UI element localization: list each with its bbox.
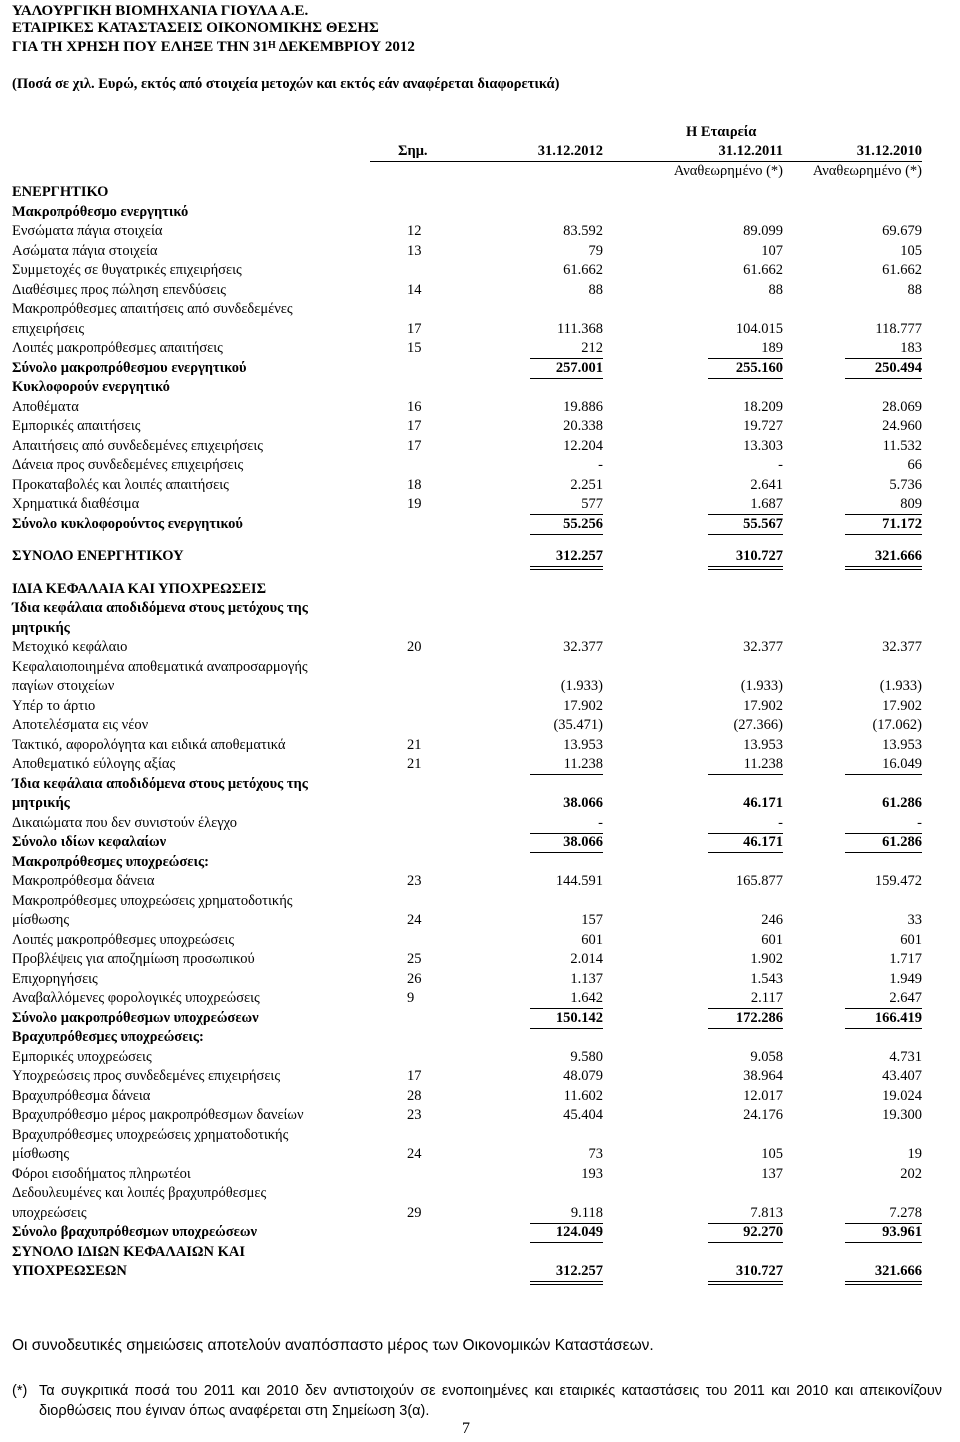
row-value-2010: 2.647 bbox=[889, 990, 922, 1006]
row-value-2011: 13.303 bbox=[743, 437, 783, 454]
row-value-2011: 7.813 bbox=[750, 1204, 783, 1221]
row-value-2012: 38.066 bbox=[563, 834, 603, 850]
row-label: ΣΥΝΟΛΟ ΙΔΙΩΝ ΚΕΦΑΛΑΙΩΝ ΚΑΙ bbox=[12, 1243, 245, 1260]
row-value-2012: 212 bbox=[581, 340, 603, 356]
table-row bbox=[0, 1263, 960, 1283]
row-value-2010: 321.666 bbox=[874, 548, 922, 564]
row-label: Ίδια κεφάλαια αποδιδόμενα στους μετόχους της bbox=[12, 600, 308, 616]
row-value-2010: 61.662 bbox=[882, 262, 922, 278]
row-label: Αποθέματα bbox=[12, 398, 79, 415]
table-row bbox=[0, 717, 960, 737]
row-value-2012: 32.377 bbox=[563, 639, 603, 655]
total-double-rule bbox=[708, 1281, 783, 1285]
row-note: 24 bbox=[407, 912, 422, 928]
row-value-2011: 2.641 bbox=[750, 476, 783, 493]
table-row bbox=[0, 951, 960, 971]
row-value-2012: 11.602 bbox=[563, 1087, 603, 1104]
row-note: 21 bbox=[407, 756, 422, 772]
table-row bbox=[0, 678, 960, 698]
row-label: Λοιπές μακροπρόθεσμες υποχρεώσεις bbox=[12, 931, 235, 948]
table-row bbox=[0, 1088, 960, 1108]
row-label: Εμπορικές υποχρεώσεις bbox=[12, 1048, 152, 1065]
row-value-2011: 107 bbox=[761, 242, 783, 259]
row-note: 16 bbox=[407, 398, 422, 415]
row-value-2010: 202 bbox=[900, 1165, 922, 1182]
row-value-2012: 577 bbox=[581, 496, 603, 512]
row-value-2012: 2.251 bbox=[570, 476, 603, 493]
row-label: μητρικής bbox=[12, 619, 70, 636]
row-value-2012: 17.902 bbox=[563, 697, 603, 714]
row-value-2011: 24.176 bbox=[743, 1107, 783, 1123]
row-label: Ασώματα πάγια στοιχεία bbox=[12, 242, 158, 259]
row-value-2012: 48.079 bbox=[563, 1068, 603, 1084]
row-value-2011: (27.366) bbox=[733, 717, 783, 733]
row-label: Βραχυπρόθεσμες υποχρεώσεις χρηματοδοτικής bbox=[12, 1126, 289, 1143]
column-header-2010: 31.12.2010 bbox=[856, 143, 922, 159]
table-row bbox=[0, 321, 960, 341]
table-row bbox=[0, 1068, 960, 1088]
row-note: 9 bbox=[407, 990, 415, 1006]
row-value-2011: 105 bbox=[761, 1146, 783, 1162]
row-value-2010: 32.377 bbox=[882, 639, 922, 655]
row-value-2010: 118.777 bbox=[875, 320, 922, 337]
row-label: Δάνεια προς συνδεδεμένες επιχειρήσεις bbox=[12, 457, 244, 473]
table-row bbox=[0, 1185, 960, 1205]
row-label: Μακροπρόθεσμα δάνεια bbox=[12, 873, 155, 889]
table-row bbox=[0, 932, 960, 952]
row-value-2010: 19 bbox=[907, 1146, 922, 1162]
row-note: 26 bbox=[407, 970, 422, 987]
table-row bbox=[0, 243, 960, 263]
row-note: 17 bbox=[407, 418, 422, 434]
row-note: 23 bbox=[407, 873, 422, 889]
subtotal-rule bbox=[845, 534, 922, 535]
row-note: 24 bbox=[407, 1146, 422, 1162]
row-value-2011: 2.117 bbox=[750, 990, 783, 1006]
row-value-2010: 17.902 bbox=[882, 697, 922, 714]
row-note: 17 bbox=[407, 320, 422, 337]
table-row bbox=[0, 204, 960, 224]
row-value-2011: 172.286 bbox=[735, 1009, 783, 1026]
table-row bbox=[0, 184, 960, 204]
table-row bbox=[0, 1010, 960, 1030]
row-value-2012: 157 bbox=[581, 912, 603, 928]
table-row bbox=[0, 854, 960, 874]
table-row bbox=[0, 873, 960, 893]
row-label: Μακροπρόθεσμες υποχρεώσεις: bbox=[12, 853, 209, 870]
table-row bbox=[0, 795, 960, 815]
table-row bbox=[0, 834, 960, 854]
row-value-2011: 1.543 bbox=[750, 970, 783, 987]
row-label: Σύνολο βραχυπρόθεσμων υποχρεώσεων bbox=[12, 1224, 257, 1240]
row-note: 18 bbox=[407, 476, 422, 493]
row-note: 12 bbox=[407, 223, 422, 239]
row-label: Υποχρεώσεις προς συνδεδεμένες επιχειρήσεις bbox=[12, 1068, 281, 1084]
row-value-2012: 1.642 bbox=[570, 990, 603, 1006]
total-double-rule bbox=[708, 566, 783, 570]
row-value-2012: 12.204 bbox=[563, 437, 603, 454]
row-value-2012: 55.256 bbox=[563, 515, 603, 532]
row-label: Δικαιώματα που δεν συνιστούν έλεγχο bbox=[12, 814, 238, 831]
total-double-rule bbox=[845, 1281, 922, 1285]
row-value-2012: 257.001 bbox=[555, 359, 603, 376]
row-label: Προβλέψεις για αποζημίωση προσωπικού bbox=[12, 951, 255, 967]
row-value-2011: 17.902 bbox=[743, 697, 783, 714]
table-row bbox=[0, 1127, 960, 1147]
row-value-2010: 93.961 bbox=[882, 1224, 922, 1240]
column-subheader-2011: Αναθεωρημένο (*) bbox=[673, 163, 783, 179]
row-label: Μακροπρόθεσμες απαιτήσεις από συνδεδεμένες bbox=[12, 301, 293, 317]
row-value-2011: 137 bbox=[761, 1165, 783, 1182]
row-value-2011: 19.727 bbox=[743, 418, 783, 434]
period-superscript: Η bbox=[268, 40, 276, 51]
period-text-end: ΔΕΚΕΜΒΡΙΟΥ 2012 bbox=[275, 39, 415, 55]
row-value-2011: 61.662 bbox=[743, 262, 783, 278]
table-row bbox=[0, 223, 960, 243]
statement-title: ΕΤΑΙΡΙΚΕΣ ΚΑΤΑΣΤΑΣΕΙΣ ΟΙΚΟΝΟΜΙΚΗΣ ΘΕΣΗΣ bbox=[12, 20, 379, 36]
row-value-2010: 19.024 bbox=[882, 1087, 922, 1104]
table-row bbox=[0, 1224, 960, 1244]
row-value-2012: 601 bbox=[581, 931, 603, 948]
row-label: Σύνολο μακροπρόθεσμων υποχρεώσεων bbox=[12, 1009, 259, 1026]
row-label: ΣΥΝΟΛΟ ΕΝΕΡΓΗΤΙΚΟΥ bbox=[12, 548, 184, 564]
row-note: 28 bbox=[407, 1087, 422, 1104]
row-value-2012: 73 bbox=[588, 1146, 603, 1162]
table-row bbox=[0, 776, 960, 796]
table-row bbox=[0, 360, 960, 380]
row-value-2010: 166.419 bbox=[874, 1009, 922, 1026]
table-row bbox=[0, 516, 960, 536]
row-value-2011: 246 bbox=[761, 912, 783, 928]
row-value-2011: 13.953 bbox=[743, 736, 783, 753]
row-label: Λοιπές μακροπρόθεσμες απαιτήσεις bbox=[12, 340, 223, 356]
row-value-2011: (1.933) bbox=[740, 678, 783, 694]
row-value-2011: 46.171 bbox=[743, 795, 783, 811]
total-double-rule bbox=[845, 566, 922, 570]
row-value-2012: 45.404 bbox=[563, 1107, 603, 1123]
row-value-2010: 105 bbox=[900, 242, 922, 259]
row-label: Τακτικό, αφορολόγητα και ειδικά αποθεματικά bbox=[12, 736, 286, 753]
footnote-notes: Οι συνοδευτικές σημειώσεις αποτελούν αναπόσπαστο μέρος των Οικονομικών Καταστάσεων. bbox=[12, 1337, 654, 1354]
row-label: επιχειρήσεις bbox=[12, 320, 85, 337]
row-value-2012: 11.238 bbox=[563, 756, 603, 772]
row-value-2010: (1.933) bbox=[879, 678, 922, 694]
row-value-2012: - bbox=[598, 814, 603, 831]
row-value-2012: 312.257 bbox=[555, 1263, 603, 1279]
row-value-2010: 250.494 bbox=[874, 359, 922, 376]
row-label: μίσθωσης bbox=[12, 912, 70, 928]
row-value-2012: (1.933) bbox=[560, 678, 603, 694]
column-header-2011: 31.12.2011 bbox=[718, 143, 783, 159]
table-row bbox=[0, 418, 960, 438]
row-value-2011: 310.727 bbox=[735, 1263, 783, 1279]
row-note: 13 bbox=[407, 242, 422, 259]
row-value-2010: 159.472 bbox=[874, 873, 922, 889]
row-label: Μακροπρόθεσμο ενεργητικό bbox=[12, 203, 189, 220]
row-label: Δεδουλευμένες και λοιπές βραχυπρόθεσμες bbox=[12, 1185, 267, 1201]
row-value-2012: 20.338 bbox=[563, 418, 603, 434]
row-value-2011: 165.877 bbox=[735, 873, 783, 889]
row-value-2010: 11.532 bbox=[882, 437, 922, 454]
row-value-2012: 312.257 bbox=[555, 548, 603, 564]
row-label: Κεφαλαιοποιημένα αποθεματικά αναπροσαρμογής bbox=[12, 658, 308, 675]
row-value-2012: 79 bbox=[588, 242, 603, 259]
row-label: Συμμετοχές σε θυγατρικές επιχειρήσεις bbox=[12, 262, 242, 278]
row-label: Απαιτήσεις από συνδεδεμένες επιχειρήσεις bbox=[12, 437, 264, 454]
subtotal-rule bbox=[530, 534, 603, 535]
row-value-2012: 38.066 bbox=[563, 795, 603, 811]
row-value-2012: 193 bbox=[581, 1165, 603, 1182]
row-value-2011: 92.270 bbox=[743, 1224, 783, 1240]
row-label: Επιχορηγήσεις bbox=[12, 970, 98, 987]
row-label: Υπέρ το άρτιο bbox=[12, 697, 96, 714]
row-value-2010: (17.062) bbox=[872, 717, 922, 733]
table-row bbox=[0, 990, 960, 1010]
row-label: Ίδια κεφάλαια αποδιδόμενα στους μετόχους της bbox=[12, 775, 308, 792]
row-label: παγίων στοιχείων bbox=[12, 678, 115, 694]
row-value-2010: 13.953 bbox=[882, 736, 922, 753]
row-label: μίσθωσης bbox=[12, 1146, 70, 1162]
row-label: Εμπορικές απαιτήσεις bbox=[12, 418, 141, 434]
row-label: Σύνολο ιδίων κεφαλαίων bbox=[12, 834, 167, 850]
row-value-2012: 144.591 bbox=[555, 873, 603, 889]
table-row bbox=[0, 893, 960, 913]
page-number: 7 bbox=[462, 1420, 470, 1437]
row-value-2011: 18.209 bbox=[743, 398, 783, 415]
row-label: Σύνολο κυκλοφορούντος ενεργητικού bbox=[12, 515, 243, 532]
row-value-2012: 111.368 bbox=[556, 320, 603, 337]
company-name: ΥΑΛΟΥΡΓΙΚΗ ΒΙΟΜΗΧΑΝΙΑ ΓΙΟΥΛΑ Α.Ε. bbox=[12, 3, 309, 19]
table-row bbox=[0, 379, 960, 399]
row-value-2011: - bbox=[778, 814, 783, 831]
row-value-2010: 88 bbox=[907, 281, 922, 298]
row-note: 14 bbox=[407, 281, 422, 298]
row-label: Φόροι εισοδήματος πληρωτέοι bbox=[12, 1165, 191, 1182]
row-value-2010: 7.278 bbox=[889, 1204, 922, 1221]
row-value-2011: 11.238 bbox=[743, 756, 783, 772]
row-label: Αναβαλλόμενες φορολογικές υποχρεώσεις bbox=[12, 990, 260, 1006]
row-value-2011: 88 bbox=[768, 281, 783, 298]
row-value-2010: 24.960 bbox=[882, 418, 922, 434]
row-value-2012: 150.142 bbox=[555, 1009, 603, 1026]
period-text: ΓΙΑ ΤΗ ΧΡΗΣΗ ΠΟΥ ΕΛΗΞΕ ΤΗΝ 31 bbox=[12, 39, 269, 55]
column-header-2012: 31.12.2012 bbox=[537, 143, 603, 159]
table-row bbox=[0, 457, 960, 477]
column-subheader-2010: Αναθεωρημένο (*) bbox=[812, 163, 922, 179]
row-value-2012: 83.592 bbox=[563, 223, 603, 239]
row-value-2010: 61.286 bbox=[882, 795, 922, 811]
table-row bbox=[0, 698, 960, 718]
table-row bbox=[0, 620, 960, 640]
row-label: υποχρεώσεις bbox=[12, 1204, 87, 1221]
row-value-2011: 55.567 bbox=[743, 515, 783, 532]
units-note: (Ποσά σε χιλ. Ευρώ, εκτός από στοιχεία μετοχών και εκτός εάν αναφέρεται διαφορετικά) bbox=[12, 76, 560, 92]
row-value-2010: 28.069 bbox=[882, 398, 922, 415]
note-column-header: Σημ. bbox=[398, 143, 428, 159]
row-label: Αποτελέσματα εις νέον bbox=[12, 717, 149, 733]
column-group-label: Η Εταιρεία bbox=[686, 124, 757, 140]
row-note: 25 bbox=[407, 951, 422, 967]
footnote-marker: (*) bbox=[12, 1383, 28, 1399]
row-value-2011: 12.017 bbox=[743, 1087, 783, 1104]
row-value-2010: 71.172 bbox=[882, 515, 922, 532]
row-value-2011: 1.687 bbox=[750, 496, 783, 512]
row-label: ΕΝΕΡΓΗΤΙΚΟ bbox=[12, 184, 109, 200]
row-value-2011: 255.160 bbox=[735, 359, 783, 376]
row-value-2012: 2.014 bbox=[570, 951, 603, 967]
row-value-2011: 38.964 bbox=[743, 1068, 783, 1084]
row-note: 17 bbox=[407, 437, 422, 454]
row-value-2010: - bbox=[917, 814, 922, 831]
row-value-2011: 46.171 bbox=[743, 834, 783, 850]
row-value-2010: 69.679 bbox=[882, 223, 922, 239]
table-row bbox=[0, 282, 960, 302]
row-note: 20 bbox=[407, 639, 422, 655]
table-row bbox=[0, 912, 960, 932]
table-row bbox=[0, 340, 960, 360]
table-row bbox=[0, 971, 960, 991]
row-label: Αποθεματικό εύλογης αξίας bbox=[12, 756, 176, 772]
footnote-restated bbox=[12, 1381, 942, 1421]
row-label: Βραχυπρόθεσμο μέρος μακροπρόθεσμων δανείων bbox=[12, 1107, 304, 1123]
total-double-rule bbox=[530, 1281, 603, 1285]
row-value-2010: 33 bbox=[907, 912, 922, 928]
row-note: 17 bbox=[407, 1068, 422, 1084]
row-value-2012: (35.471) bbox=[553, 717, 603, 733]
table-row bbox=[0, 1205, 960, 1225]
table-row bbox=[0, 756, 960, 776]
table-row bbox=[0, 301, 960, 321]
row-label: ΥΠΟΧΡΕΩΣΕΩΝ bbox=[12, 1263, 127, 1279]
row-note: 21 bbox=[407, 736, 422, 753]
table-row bbox=[0, 659, 960, 679]
table-row bbox=[0, 1107, 960, 1127]
row-value-2010: 43.407 bbox=[882, 1068, 922, 1084]
table-row bbox=[0, 639, 960, 659]
row-value-2012: - bbox=[598, 457, 603, 473]
table-row bbox=[0, 399, 960, 419]
row-value-2011: 9.058 bbox=[750, 1048, 783, 1065]
row-label: Μετοχικό κεφάλαιο bbox=[12, 639, 128, 655]
table-row bbox=[0, 496, 960, 516]
row-value-2010: 4.731 bbox=[889, 1048, 922, 1065]
row-value-2011: 189 bbox=[761, 340, 783, 356]
table-row bbox=[0, 600, 960, 620]
row-value-2010: 809 bbox=[900, 496, 922, 512]
row-value-2010: 321.666 bbox=[874, 1263, 922, 1279]
table-row bbox=[0, 737, 960, 757]
row-label: Διαθέσιμες προς πώληση επενδύσεις bbox=[12, 281, 226, 298]
row-label: Βραχυπρόθεσμα δάνεια bbox=[12, 1087, 151, 1104]
row-value-2011: - bbox=[778, 457, 783, 473]
row-value-2011: 1.902 bbox=[750, 951, 783, 967]
row-note: 15 bbox=[407, 340, 422, 356]
table-row bbox=[0, 1166, 960, 1186]
table-row bbox=[0, 438, 960, 458]
table-row bbox=[0, 477, 960, 497]
row-value-2012: 13.953 bbox=[563, 736, 603, 753]
row-value-2012: 61.662 bbox=[563, 262, 603, 278]
row-value-2010: 183 bbox=[900, 340, 922, 356]
table-row bbox=[0, 1244, 960, 1264]
row-value-2010: 1.949 bbox=[889, 970, 922, 987]
row-value-2012: 9.118 bbox=[570, 1204, 603, 1221]
table-row bbox=[0, 1146, 960, 1166]
row-value-2011: 89.099 bbox=[743, 223, 783, 239]
row-note: 23 bbox=[407, 1107, 422, 1123]
table-row bbox=[0, 1029, 960, 1049]
row-value-2011: 601 bbox=[761, 931, 783, 948]
row-label: Κυκλοφορούν ενεργητικό bbox=[12, 379, 170, 395]
row-label: Προκαταβολές και λοιπές απαιτήσεις bbox=[12, 476, 229, 493]
table-row bbox=[0, 262, 960, 282]
table-row bbox=[0, 815, 960, 835]
row-label: Βραχυπρόθεσμες υποχρεώσεις: bbox=[12, 1029, 204, 1045]
row-value-2011: 310.727 bbox=[735, 548, 783, 564]
row-value-2010: 19.300 bbox=[882, 1107, 922, 1123]
row-value-2010: 66 bbox=[907, 457, 922, 473]
row-label: Χρηματικά διαθέσιμα bbox=[12, 496, 140, 512]
table-row bbox=[0, 548, 960, 568]
row-label: μητρικής bbox=[12, 795, 70, 811]
row-label: ΙΔΙΑ ΚΕΦΑΛΑΙΑ ΚΑΙ ΥΠΟΧΡΕΩΣΕΙΣ bbox=[12, 580, 267, 597]
footnote-restated-text: Τα συγκριτικά ποσά του 2011 και 2010 δεν αντιστοιχούν σε ενοποιημένες και εταιρικές καταστάσεις του 2011 και 2010 και απεικονίζουν διορθώσεις που έγιναν όπως αναφέρεται στη Σημείωση 3(α). bbox=[39, 1383, 942, 1419]
total-double-rule bbox=[530, 566, 603, 570]
row-note: 29 bbox=[407, 1204, 422, 1221]
row-value-2010: 61.286 bbox=[882, 834, 922, 850]
row-note: 19 bbox=[407, 496, 422, 512]
row-label: Μακροπρόθεσμες υποχρεώσεις χρηματοδοτικής bbox=[12, 892, 293, 909]
row-value-2012: 1.137 bbox=[570, 970, 603, 987]
row-value-2010: 1.717 bbox=[889, 951, 922, 967]
row-value-2012: 19.886 bbox=[563, 398, 603, 415]
subtotal-rule bbox=[708, 534, 783, 535]
row-value-2011: 104.015 bbox=[735, 320, 783, 337]
row-label: Σύνολο μακροπρόθεσμου ενεργητικού bbox=[12, 359, 247, 376]
row-value-2010: 601 bbox=[900, 931, 922, 948]
row-value-2012: 124.049 bbox=[555, 1224, 603, 1240]
table-row bbox=[0, 1049, 960, 1069]
row-value-2012: 88 bbox=[588, 281, 603, 298]
table-row bbox=[0, 581, 960, 601]
row-value-2012: 9.580 bbox=[570, 1048, 603, 1065]
row-value-2011: 32.377 bbox=[743, 639, 783, 655]
row-value-2010: 16.049 bbox=[882, 756, 922, 772]
row-value-2010: 5.736 bbox=[889, 476, 922, 493]
row-label: Ενσώματα πάγια στοιχεία bbox=[12, 223, 163, 239]
